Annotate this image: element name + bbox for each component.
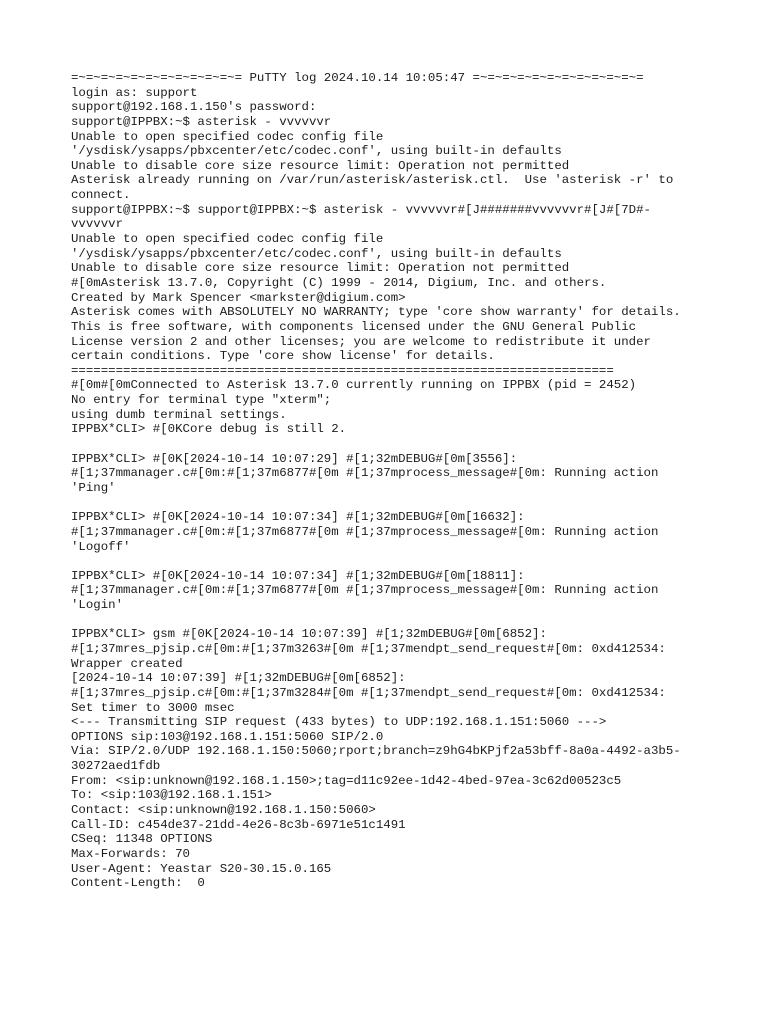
log-line: Max-Forwards: 70 [71, 846, 190, 861]
log-line: using dumb terminal settings. [71, 407, 287, 422]
log-line: No entry for terminal type "xterm"; [71, 393, 332, 408]
log-line: Set timer to 3000 msec [71, 700, 235, 715]
log-line: login as: support [71, 85, 198, 100]
log-line: #[1;37mres_pjsip.c#[0m:#[1;37m3284#[0m #[1;37mendpt_send_request#[0m: 0xd412534: [71, 685, 666, 700]
log-line: '/ysdisk/ysapps/pbxcenter/etc/codec.conf', using built-in defaults [71, 246, 562, 261]
log-line: IPPBX*CLI> #[0K[2024-10-14 10:07:29] #[1;32mDEBUG#[0m[3556]: [71, 451, 518, 466]
log-line: 'Login' [71, 598, 124, 613]
log-line: 30272aed1fdb [71, 759, 161, 774]
log-line: Created by Mark Spencer <markster@digium.com> [71, 290, 406, 305]
log-line: Contact: <sip:unknown@192.168.1.150:5060> [71, 803, 376, 818]
log-line: License version 2 and other licenses; you are welcome to redistribute it under [71, 334, 651, 349]
log-line: From: <sip:unknown@192.168.1.150>;tag=d11c92ee-1d42-4bed-97ea-3c62d00523c5 [71, 773, 622, 788]
log-line: IPPBX*CLI> #[0K[2024-10-14 10:07:34] #[1;32mDEBUG#[0m[18811]: [71, 568, 525, 583]
log-line: Via: SIP/2.0/UDP 192.168.1.150:5060;rport;branch=z9hG4bKPjf2a53bff-8a0a-4492-a3b5- [71, 744, 681, 759]
log-line: support@IPPBX:~$ support@IPPBX:~$ asterisk - vvvvvvr#[J#######vvvvvvr#[J#[7D#- [71, 202, 651, 217]
log-line: IPPBX*CLI> #[0K[2024-10-14 10:07:34] #[1;32mDEBUG#[0m[16632]: [71, 510, 525, 525]
log-line: #[1;37mmanager.c#[0m:#[1;37m6877#[0m #[1;37mprocess_message#[0m: Running action [71, 524, 659, 539]
log-line: Unable to disable core size resource limit: Operation not permitted [71, 261, 570, 276]
log-line: To: <sip:103@192.168.1.151> [71, 788, 272, 803]
log-line: #[1;37mmanager.c#[0m:#[1;37m6877#[0m #[1;37mprocess_message#[0m: Running action [71, 466, 659, 481]
log-line: certain conditions. Type 'core show license' for details. [71, 349, 495, 364]
log-line: support@192.168.1.150's password: [71, 100, 317, 115]
log-line: vvvvvvr [71, 217, 124, 232]
log-line: '/ysdisk/ysapps/pbxcenter/etc/codec.conf', using built-in defaults [71, 144, 562, 159]
log-line [71, 613, 701, 628]
log-line: Content-Length: 0 [71, 876, 205, 891]
log-line: Unable to open specified codec config file [71, 232, 384, 247]
log-line: #[1;37mmanager.c#[0m:#[1;37m6877#[0m #[1;37mprocess_message#[0m: Running action [71, 583, 659, 598]
log-line: CSeq: 11348 OPTIONS [71, 832, 213, 847]
log-line: Asterisk already running on /var/run/asterisk/asterisk.ctl. Use 'asterisk -r' to [71, 173, 674, 188]
log-line: #[1;37mres_pjsip.c#[0m:#[1;37m3263#[0m #[1;37mendpt_send_request#[0m: 0xd412534: [71, 641, 666, 656]
log-line: IPPBX*CLI> gsm #[0K[2024-10-14 10:07:39] #[1;32mDEBUG#[0m[6852]: [71, 627, 547, 642]
log-line: =~=~=~=~=~=~=~=~=~=~=~= PuTTY log 2024.10.14 10:05:47 =~=~=~=~=~=~=~=~=~=~=~= [71, 71, 644, 85]
log-line: <--- Transmitting SIP request (433 bytes) to UDP:192.168.1.151:5060 ---> [71, 715, 607, 730]
log-line: Call-ID: c454de37-21dd-4e26-8c3b-6971e51c1491 [71, 817, 406, 832]
log-line: 'Ping' [71, 480, 116, 495]
log-line: This is free software, with components licensed under the GNU General Public [71, 319, 637, 334]
log-line: Unable to open specified codec config file [71, 129, 384, 144]
log-line: [2024-10-14 10:07:39] #[1;32mDEBUG#[0m[6852]: [71, 671, 406, 686]
log-line: User-Agent: Yeastar S20-30.15.0.165 [71, 861, 332, 876]
log-line [71, 554, 701, 569]
log-line [71, 496, 701, 511]
log-line: Unable to disable core size resource limit: Operation not permitted [71, 158, 570, 173]
log-line: connect. [71, 188, 131, 203]
log-line: Wrapper created [71, 656, 183, 671]
log-line [71, 437, 701, 452]
log-line: 'Logoff' [71, 539, 131, 554]
log-line: OPTIONS sip:103@192.168.1.151:5060 SIP/2.0 [71, 729, 384, 744]
log-line: Asterisk comes with ABSOLUTELY NO WARRANTY; type 'core show warranty' for details. [71, 305, 681, 320]
putty-log-text [71, 71, 701, 891]
log-line: ========================================================================= [71, 363, 614, 378]
log-line: support@IPPBX:~$ asterisk - vvvvvvr [71, 114, 332, 129]
log-line: #[0m#[0mConnected to Asterisk 13.7.0 currently running on IPPBX (pid = 2452) [71, 378, 637, 393]
log-line: #[0mAsterisk 13.7.0, Copyright (C) 1999 - 2014, Digium, Inc. and others. [71, 275, 607, 290]
log-line: IPPBX*CLI> #[0KCore debug is still 2. [71, 422, 347, 437]
